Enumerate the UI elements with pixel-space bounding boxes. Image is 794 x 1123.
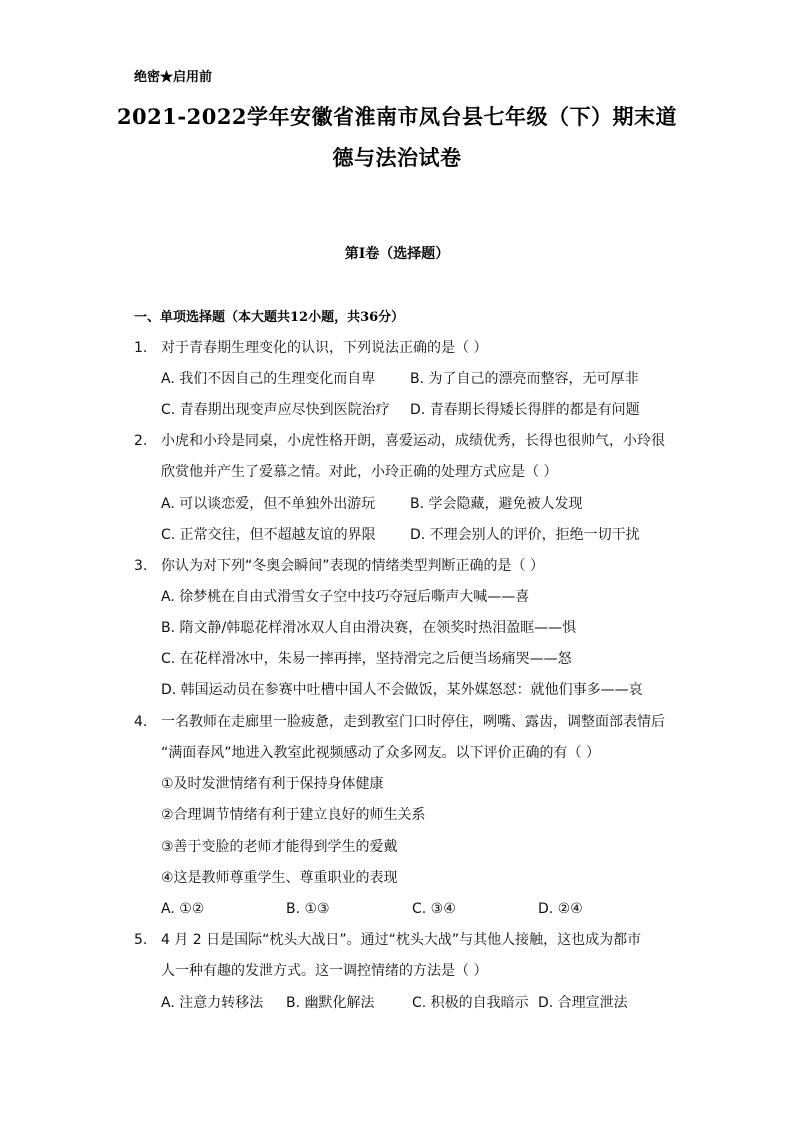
option-c: C. 在花样滑冰中，朱易一摔再摔，坚持滑完之后便当场痛哭——怒 <box>161 651 572 667</box>
question-stem-continued: “满面春风”地进入教室此视频感动了众多网友。以下评价正确的有（ ） <box>161 745 600 761</box>
question-stem: 一名教师在走廊里一脸疲惫，走到教室门口时停住，咧嘴、露齿，调整面部表情后 <box>161 714 665 730</box>
statement-3: ③善于变脸的老师才能得到学生的爱戴 <box>161 839 398 855</box>
option-b: B. ①③ <box>286 901 330 917</box>
option-d: D. 青春期长得矮长得胖的都是有问题 <box>410 402 640 418</box>
option-c: C. 正常交往，但不超越友谊的界限 <box>161 527 376 543</box>
option-a: A. 可以谈恋爱，但不单独外出游玩 <box>161 496 376 512</box>
part-heading: 第I卷（选择题） <box>344 246 450 262</box>
question-number: 2. <box>134 433 148 449</box>
question-number: 5. <box>134 932 148 948</box>
question-stem: 小虎和小玲是同桌，小虎性格开朗，喜爱运动，成绩优秀，长得也很帅气，小玲很 <box>161 433 665 449</box>
question-number: 3. <box>134 558 148 574</box>
section-heading: 一、单项选择题（本大题共12小题，共36分） <box>134 310 405 325</box>
option-b: B. 学会隐藏，避免被人发现 <box>410 496 583 512</box>
exam-title-line1: 2021-2022学年安徽省淮南市凤台县七年级（下）期末道 <box>116 104 678 129</box>
option-c: C. 积极的自我暗示 <box>412 995 529 1011</box>
option-d: D. 韩国运动员在参赛中吐槽中国人不会做饭，某外媒怒怼：就他们事多——哀 <box>161 682 643 698</box>
option-b: B. 为了自己的漂亮而整容，无可厚非 <box>410 371 639 387</box>
question-number: 1. <box>134 340 148 356</box>
option-d: D. 不理会别人的评价，拒绝一切干扰 <box>410 527 640 543</box>
confidential-label: 绝密★启用前 <box>134 70 213 85</box>
question-stem-continued: 欣赏他并产生了爱慕之情。对此，小玲正确的处理方式应是（ ） <box>161 464 558 480</box>
option-c: C. 青春期出现变声应尽快到医院治疗 <box>161 402 390 418</box>
question-stem-continued: 人一种有趣的发泄方式。这一调控情绪的方法是（ ） <box>161 963 488 979</box>
option-a: A. 注意力转移法 <box>161 995 264 1011</box>
option-b: B. 隋文静/韩聪花样滑冰双人自由滑决赛，在领奖时热泪盈眶——惧 <box>161 620 577 636</box>
statement-4: ④这是教师尊重学生、尊重职业的表现 <box>161 870 398 886</box>
option-a: A. ①② <box>161 901 205 917</box>
option-d: D. 合理宣泄法 <box>538 995 628 1011</box>
option-a: A. 我们不因自己的生理变化而自卑 <box>161 371 376 387</box>
option-a: A. 徐梦桃在自由式滑雪女子空中技巧夺冠后嘶声大喊——喜 <box>161 589 530 605</box>
question-stem: 你认为对下列“冬奥会瞬间”表现的情绪类型判断正确的是（ ） <box>161 558 544 574</box>
exam-title-line2: 德与法治试卷 <box>332 145 462 170</box>
question-stem: 对于青春期生理变化的认识，下列说法正确的是（ ） <box>161 340 488 356</box>
option-d: D. ②④ <box>538 901 583 917</box>
statement-2: ②合理调节情绪有利于建立良好的师生关系 <box>161 807 426 823</box>
question-number: 4. <box>134 714 148 730</box>
question-stem: 4 月 2 日是国际“枕头大战日”。通过“枕头大战”与其他人接触，这也成为都市 <box>161 932 642 948</box>
option-c: C. ③④ <box>412 901 456 917</box>
option-b: B. 幽默化解法 <box>286 995 375 1011</box>
statement-1: ①及时发泄情绪有利于保持身体健康 <box>161 776 384 792</box>
